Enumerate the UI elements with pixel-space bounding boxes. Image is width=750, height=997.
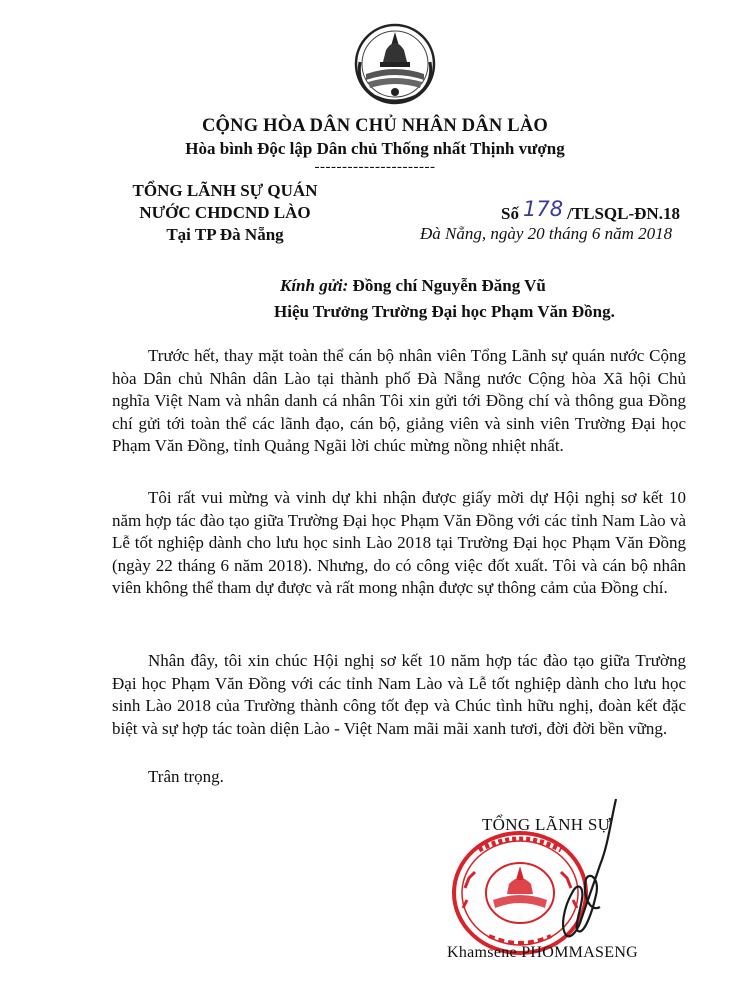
signatory-name: Khamsene PHOMMASENG — [447, 944, 639, 961]
body-paragraph-2: Tôi rất vui mừng và vinh dự khi nhận được giấy mời dự Hội nghị sơ kết 10 năm hợp tác đào tạo giữa Trường Đại học Phạm Văn Đồng với các tỉnh Nam Lào và Lễ tốt nghiệp dành cho lưu học sinh Lào 2018 tại Trường Đại học Phạm Văn Đồng (ngày 22 tháng 6 năm 2018). Nhưng, do có công việc đốt xuất. Tôi và cán bộ nhân viên không thể tham dự được và rất mong nhận được sự thông cảm của Đồng chí. — [112, 488, 686, 597]
country-title: CỘNG HÒA DÂN CHỦ NHÂN DÂN LÀO — [202, 116, 548, 136]
body-paragraph-1: Trước hết, thay mặt toàn thể cán bộ nhân viên Tổng Lãnh sự quán nước Cộng hòa Dân chủ Nhân dân Lào tại thành phố Đà Nẵng nước Cộng hòa Xã hội Chủ nghĩa Việt Nam và nhân danh cá nhân Tôi xin gửi tới Đồng chí và thông gua Đồng chí gửi tới toàn thể các lãnh đạo, cán bộ, giảng viên và sinh viên Trường Đại học Phạm Văn Đồng, tỉnh Quảng Ngãi lời chúc mừng nồng nhiệt nhất. — [112, 346, 686, 455]
reference-handwritten-number: 178 — [522, 197, 564, 221]
reference-number — [501, 197, 680, 224]
sender-line-2: NƯỚC CHDCND LÀO — [139, 203, 311, 222]
recipient-name: Đồng chí Nguyễn Đăng Vũ — [352, 276, 546, 295]
recipient-label: Kính gửi: — [280, 276, 349, 295]
closing-line: Trân trọng. — [148, 767, 224, 786]
lao-national-emblem-icon — [352, 22, 438, 106]
reference-prefix: Số — [501, 204, 519, 223]
body-paragraph-3: Nhân đây, tôi xin chúc Hội nghị sơ kết 10 năm hợp tác đào tạo giữa Trường Đại học Phạm Văn Đồng với các tỉnh Nam Lào và Lễ tốt nghiệp dành cho lưu học sinh Lào 2018 của Trường thành công tốt đẹp và Chúc tình hữu nghị, đoàn kết đặc biệt và sự hợp tác toàn diện Lào - Việt Nam mãi mãi xanh tươi, đời đời bền vững. — [112, 651, 686, 738]
reference-suffix: /TLSQL-ĐN.18 — [567, 204, 680, 223]
recipient-position: Hiệu Trưởng Trường Đại học Phạm Văn Đồng. — [274, 302, 615, 321]
recipient-line — [280, 276, 546, 296]
country-motto: Hòa bình Độc lập Dân chủ Thống nhất Thịnh vượng — [185, 139, 565, 158]
sender-line-3: Tại TP Đà Nẵng — [166, 225, 284, 244]
signatory-title: TỔNG LÃNH SỰ — [482, 815, 612, 834]
sender-line-1: TỔNG LÃNH SỰ QUÁN — [132, 181, 318, 200]
header-divider: ---------------------- — [314, 159, 436, 175]
letter-date: Đà Nẵng, ngày 20 tháng 6 năm 2018 — [420, 224, 673, 243]
